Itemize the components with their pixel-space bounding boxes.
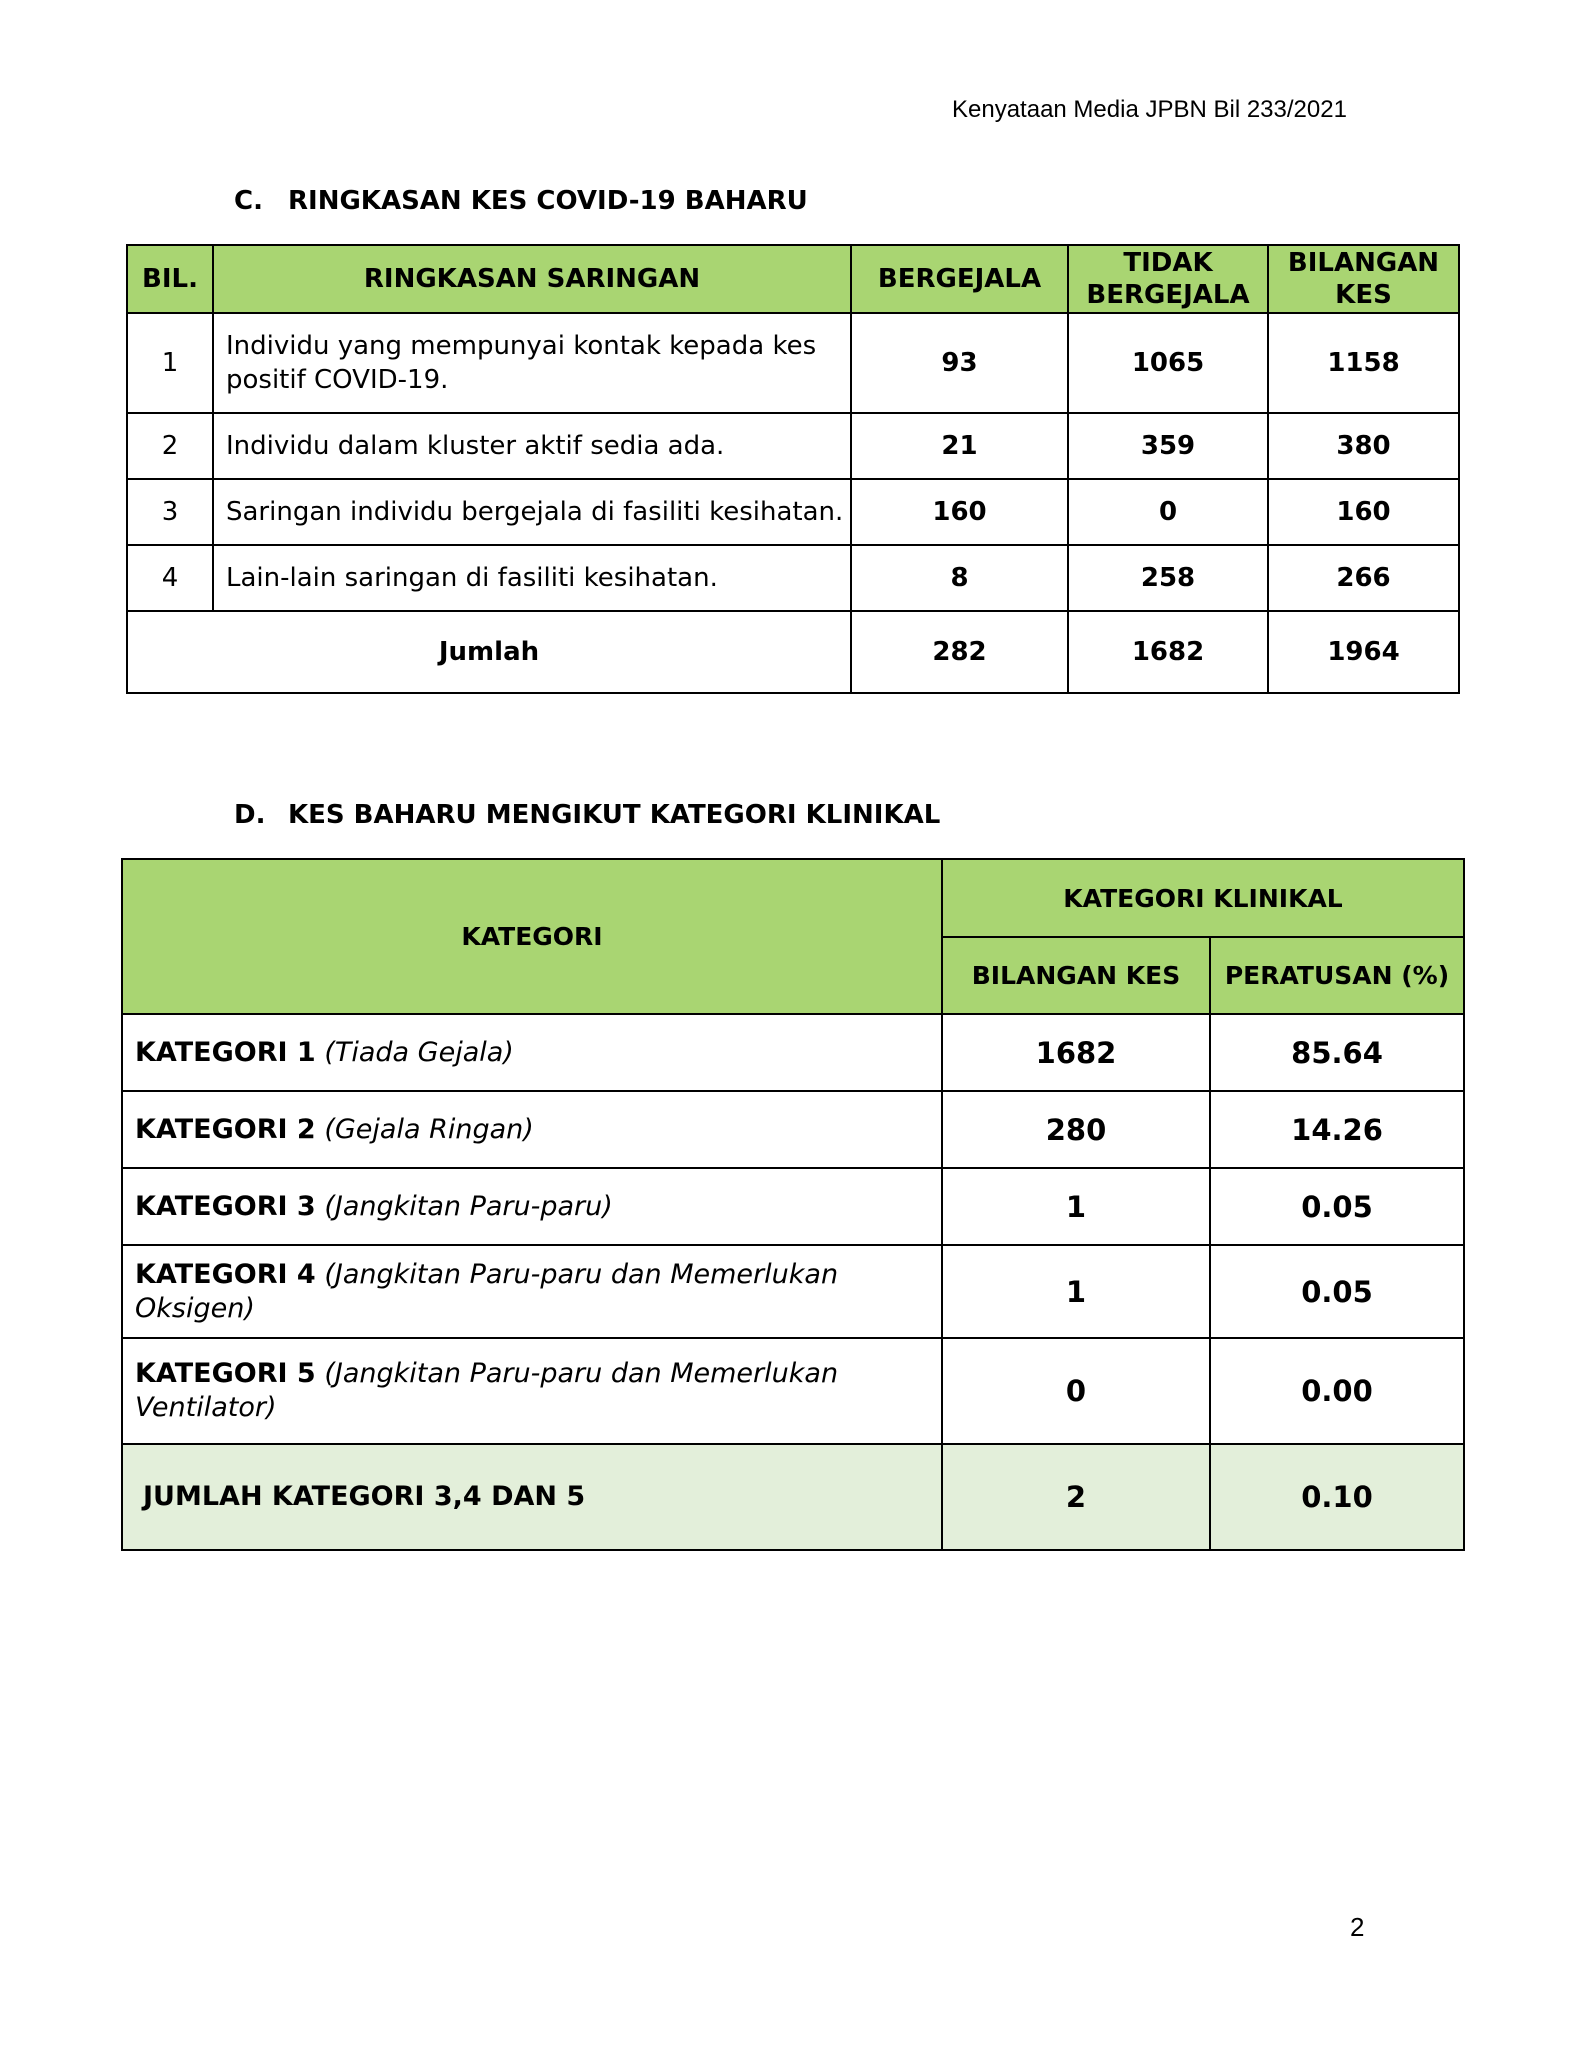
- table-row: [122, 1245, 1464, 1338]
- bilangan-kes-value: 1: [942, 1168, 1210, 1245]
- category-description: (Jangkitan Paru-paru dan Memerlukan Oksigen): [135, 1258, 839, 1324]
- clinical-category-table: [121, 858, 1465, 1551]
- column-header-bil: BIL.: [127, 245, 213, 313]
- section-d-letter: D.: [234, 800, 266, 830]
- bergejala-value: 93: [851, 313, 1068, 413]
- category-label: KATEGORI 1: [135, 1036, 316, 1068]
- category-cell: [122, 1338, 942, 1444]
- category-label: KATEGORI 4: [135, 1258, 316, 1290]
- category-cell: [122, 1091, 942, 1168]
- bergejala-value: 21: [851, 413, 1068, 479]
- bilangan-kes-value: 380: [1268, 413, 1459, 479]
- table-row: [127, 545, 1459, 611]
- peratusan-value: 14.26: [1210, 1091, 1464, 1168]
- category-label: KATEGORI 5: [135, 1358, 316, 1389]
- column-header-ringkasan-saringan: RINGKASAN SARINGAN: [213, 245, 851, 313]
- section-d-title: [234, 800, 940, 830]
- category-description: (Jangkitan Paru-paru dan Memerlukan Ventilator): [135, 1358, 839, 1423]
- page-number: 2: [1350, 1912, 1365, 1942]
- table-row: [122, 1168, 1464, 1245]
- peratusan-value: 0.05: [1210, 1245, 1464, 1338]
- section-c-title-text: RINGKASAN KES COVID-19 BAHARU: [288, 186, 808, 216]
- section-c-letter: C.: [234, 186, 263, 216]
- total-label: JUMLAH KATEGORI 3,4 DAN 5: [122, 1444, 942, 1550]
- column-header-tidak-bergejala: TIDAK BERGEJALA: [1068, 245, 1268, 313]
- total-bilangan-kes: 2: [942, 1444, 1210, 1550]
- bergejala-value: 8: [851, 545, 1068, 611]
- category-cell: [122, 1168, 942, 1245]
- column-header-peratusan: PERATUSAN (%): [1210, 937, 1464, 1014]
- column-header-bilangan-kes: BILANGAN KES: [1268, 245, 1459, 313]
- category-description: (Tiada Gejala): [324, 1036, 514, 1068]
- total-tidak-bergejala: 1682: [1068, 611, 1268, 693]
- table-row: [122, 1014, 1464, 1091]
- column-header-bergejala: BERGEJALA: [851, 245, 1068, 313]
- table-row: [127, 313, 1459, 413]
- row-number: 2: [127, 413, 213, 479]
- total-bilangan-kes: 1964: [1268, 611, 1459, 693]
- total-row: [122, 1444, 1464, 1550]
- row-number: 1: [127, 313, 213, 413]
- total-peratusan: 0.10: [1210, 1444, 1464, 1550]
- total-label: Jumlah: [127, 611, 851, 693]
- category-description: (Gejala Ringan): [324, 1113, 534, 1145]
- category-cell: [122, 1014, 942, 1091]
- table-row: [127, 413, 1459, 479]
- category-description: (Jangkitan Paru-paru): [324, 1190, 613, 1222]
- row-number: 3: [127, 479, 213, 545]
- column-header-bilangan-kes: BILANGAN KES: [942, 937, 1210, 1014]
- peratusan-value: 0.00: [1210, 1338, 1464, 1444]
- tidak-bergejala-value: 258: [1068, 545, 1268, 611]
- category-cell: [122, 1245, 942, 1338]
- table-row: [122, 1338, 1464, 1444]
- row-description: Saringan individu bergejala di fasiliti kesihatan.: [213, 479, 851, 545]
- bilangan-kes-value: 280: [942, 1091, 1210, 1168]
- table-row: [122, 1091, 1464, 1168]
- column-header-kategori: KATEGORI: [122, 859, 942, 1014]
- bilangan-kes-value: 0: [942, 1338, 1210, 1444]
- bilangan-kes-value: 1: [942, 1245, 1210, 1338]
- total-row: [127, 611, 1459, 693]
- document-reference: Kenyataan Media JPBN Bil 233/2021: [952, 96, 1347, 123]
- tidak-bergejala-value: 0: [1068, 479, 1268, 545]
- bergejala-value: 160: [851, 479, 1068, 545]
- peratusan-value: 85.64: [1210, 1014, 1464, 1091]
- peratusan-value: 0.05: [1210, 1168, 1464, 1245]
- bilangan-kes-value: 1682: [942, 1014, 1210, 1091]
- row-description: Individu dalam kluster aktif sedia ada.: [213, 413, 851, 479]
- category-label: KATEGORI 2: [135, 1113, 316, 1145]
- section-d-title-text: KES BAHARU MENGIKUT KATEGORI KLINIKAL: [288, 800, 941, 830]
- row-description: Individu yang mempunyai kontak kepada kes positif COVID-19.: [213, 313, 851, 413]
- covid-cases-summary-table: [126, 244, 1460, 694]
- tidak-bergejala-value: 1065: [1068, 313, 1268, 413]
- total-bergejala: 282: [851, 611, 1068, 693]
- section-c-title: [234, 186, 808, 216]
- table-row: [127, 479, 1459, 545]
- category-label: KATEGORI 3: [135, 1190, 316, 1222]
- row-description: Lain-lain saringan di fasiliti kesihatan.: [213, 545, 851, 611]
- bilangan-kes-value: 266: [1268, 545, 1459, 611]
- row-number: 4: [127, 545, 213, 611]
- column-group-kategori-klinikal: KATEGORI KLINIKAL: [942, 859, 1464, 937]
- tidak-bergejala-value: 359: [1068, 413, 1268, 479]
- bilangan-kes-value: 160: [1268, 479, 1459, 545]
- bilangan-kes-value: 1158: [1268, 313, 1459, 413]
